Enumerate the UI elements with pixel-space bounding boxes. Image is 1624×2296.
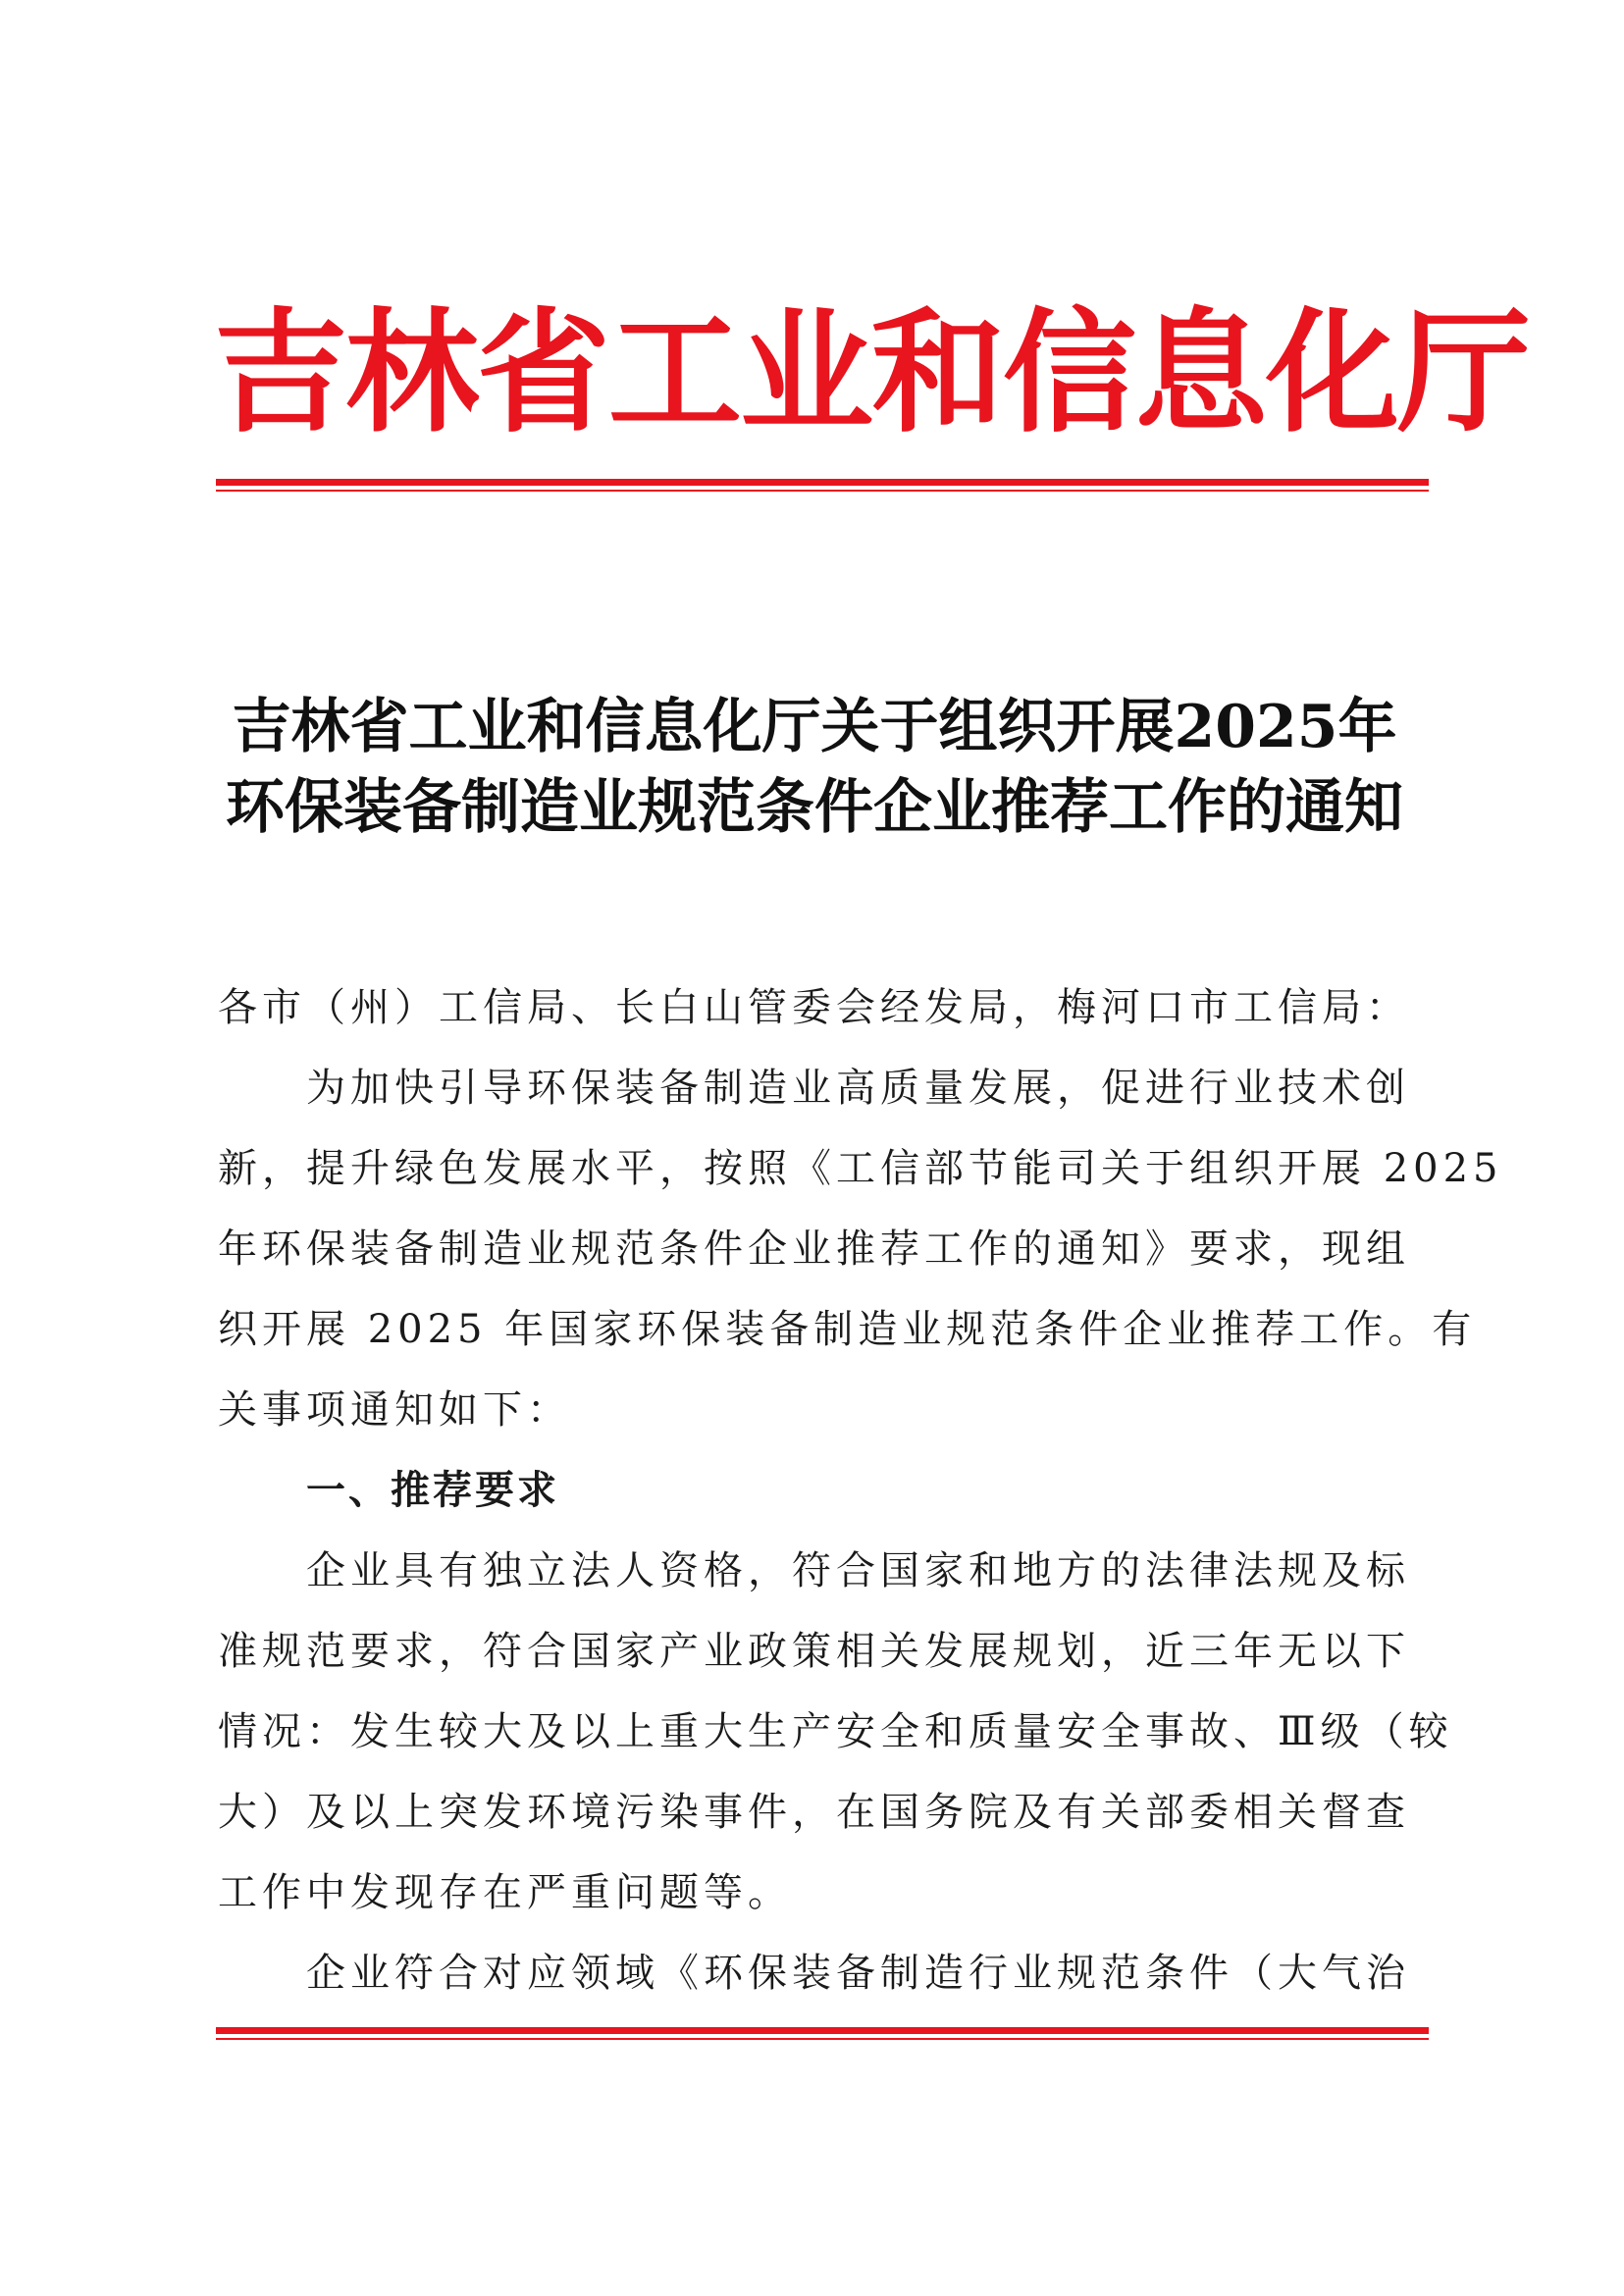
body-line: 准规范要求，符合国家产业政策相关发展规划，近三年无以下 <box>218 1629 1410 1674</box>
title-line-2: 环保装备制造业规范条件企业推荐工作的通知 <box>226 773 1403 842</box>
body-line: 企业具有独立法人资格，符合国家和地方的法律法规及标 <box>306 1548 1410 1593</box>
body-line: 新，提升绿色发展水平，按照《工信部节能司关于组织开展 2025 <box>218 1146 1503 1191</box>
body-line: 情况：发生较大及以上重大生产安全和质量安全事故、Ⅲ级（较 <box>218 1709 1453 1754</box>
document-body <box>218 967 1503 2013</box>
body-line: 大）及以上突发环境污染事件，在国务院及有关部委相关督查 <box>218 1790 1410 1835</box>
agency-letterhead: 吉林省工业和信息化厅 <box>214 294 1529 451</box>
body-line: 企业符合对应领域《环保装备制造行业规范条件（大气治 <box>306 1951 1410 1996</box>
addressee-line: 各市（州）工信局、长白山管委会经发局，梅河口市工信局： <box>218 985 1410 1030</box>
body-line: 为加快引导环保装备制造业高质量发展，促进行业技术创 <box>306 1066 1410 1111</box>
letterhead-red-rule <box>216 479 1429 492</box>
document-title <box>211 687 1418 848</box>
title-line-1: 吉林省工业和信息化厅关于组织开展2025年 <box>232 693 1397 761</box>
body-line: 织开展 2025 年国家环保装备制造业规范条件企业推荐工作。有 <box>218 1307 1477 1352</box>
footer-red-rule <box>216 2027 1429 2040</box>
section-heading: 一、推荐要求 <box>306 1468 559 1513</box>
body-line: 工作中发现存在严重问题等。 <box>218 1870 792 1915</box>
body-line: 年环保装备制造业规范条件企业推荐工作的通知》要求，现组 <box>218 1226 1410 1272</box>
body-line: 关事项通知如下： <box>218 1387 571 1433</box>
